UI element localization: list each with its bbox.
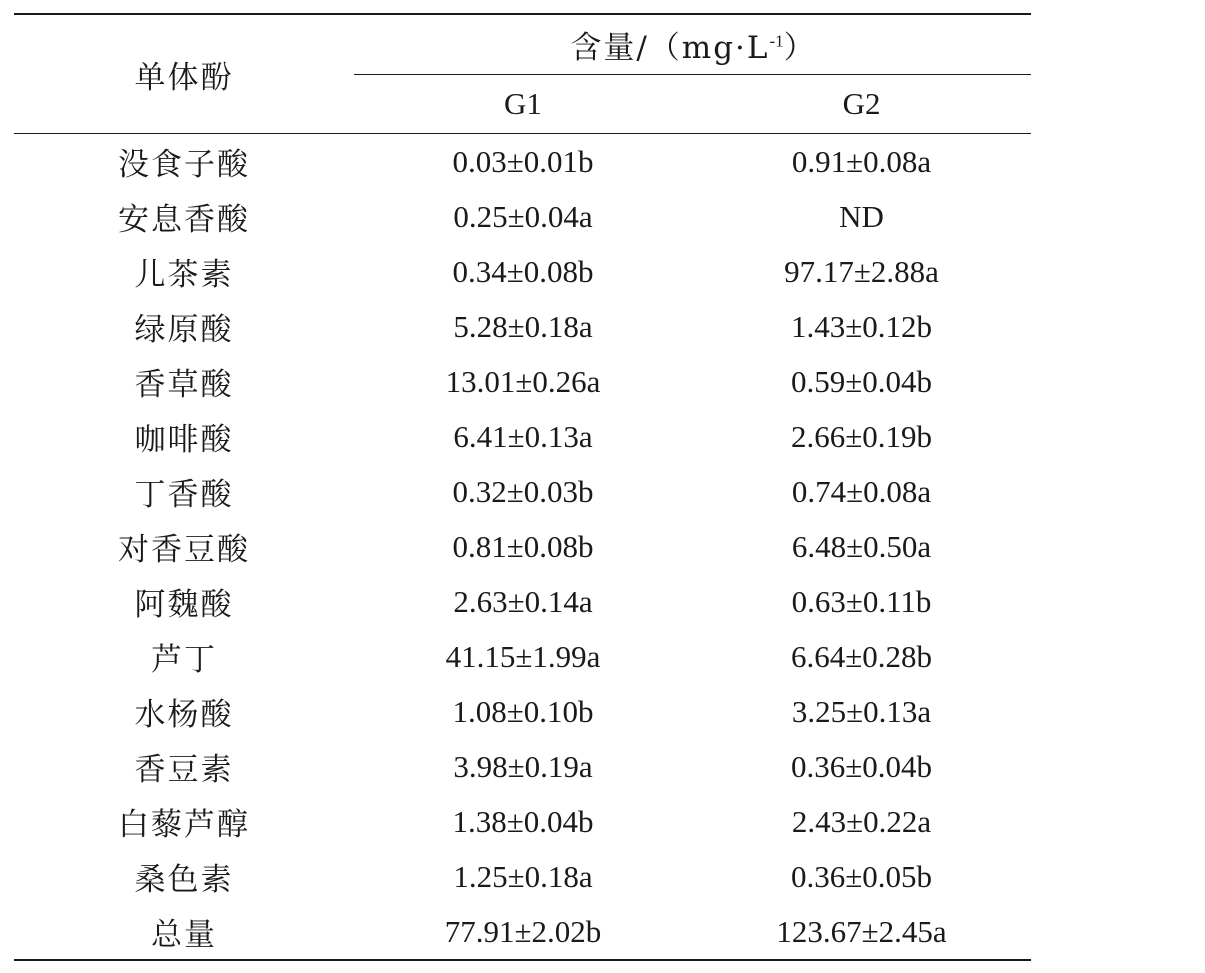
column-header-g1: G1 (504, 86, 542, 121)
g2-value: 0.63±0.11b (791, 583, 932, 619)
table-row (14, 189, 1031, 244)
g2-value: 6.48±0.50a (791, 528, 932, 564)
g2-value: ND (839, 198, 884, 234)
table-row (14, 134, 1031, 190)
g1-value: 5.28±0.18a (453, 308, 593, 344)
phenol-name: 白藜芦醇 (118, 807, 250, 843)
phenol-content-table-container (14, 13, 1031, 961)
table-row (14, 244, 1031, 299)
g1-value: 41.15±1.99a (445, 638, 601, 674)
row-label-header: 单体酚 (134, 59, 234, 96)
g1-value: 1.08±0.10b (452, 693, 594, 729)
phenol-name: 咖啡酸 (134, 422, 234, 458)
g1-value: 0.81±0.08b (452, 528, 594, 564)
g1-value: 1.25±0.18a (453, 858, 593, 894)
table-row (14, 739, 1031, 794)
g2-value: 0.91±0.08a (791, 143, 932, 179)
content-group-close-paren: ） (783, 30, 815, 65)
phenol-name: 桑色素 (134, 862, 234, 898)
header-row-1 (14, 14, 1031, 75)
table-row (14, 684, 1031, 739)
g2-value: 97.17±2.88a (784, 253, 939, 289)
phenol-name: 儿茶素 (134, 257, 234, 293)
g2-value: 2.66±0.19b (791, 418, 933, 454)
phenol-name: 水杨酸 (134, 697, 234, 733)
table-row (14, 849, 1031, 904)
phenol-name: 芦丁 (151, 642, 217, 678)
table-row (14, 464, 1031, 519)
g2-total-value: 123.67±2.45a (776, 913, 947, 949)
content-group-unit-exponent: -1 (769, 31, 784, 51)
content-group-label: 含量/（mg·L (570, 30, 770, 66)
g2-value: 0.59±0.04b (791, 363, 933, 399)
g1-value: 6.41±0.13a (453, 418, 593, 454)
g1-value: 1.38±0.04b (452, 803, 594, 839)
g2-value: 0.36±0.05b (791, 858, 933, 894)
g2-value: 1.43±0.12b (791, 308, 933, 344)
g2-value: 0.36±0.04b (791, 748, 933, 784)
g1-value: 2.63±0.14a (453, 583, 593, 619)
g1-value: 3.98±0.19a (453, 748, 593, 784)
table-row (14, 574, 1031, 629)
table-row (14, 409, 1031, 464)
g2-value: 3.25±0.13a (791, 693, 932, 729)
total-label: 总量 (151, 917, 217, 953)
g1-value: 0.32±0.03b (452, 473, 594, 509)
g2-value: 6.64±0.28b (791, 638, 933, 674)
phenol-name: 丁香酸 (134, 477, 234, 513)
table-body (14, 134, 1031, 961)
phenol-name: 没食子酸 (118, 147, 250, 183)
table-header (14, 14, 1031, 134)
g1-value: 0.25±0.04a (453, 198, 593, 234)
g1-value: 0.34±0.08b (452, 253, 594, 289)
table-row (14, 794, 1031, 849)
g1-value: 0.03±0.01b (452, 143, 594, 179)
table-row (14, 299, 1031, 354)
phenol-name: 香豆素 (134, 752, 234, 788)
phenol-name: 安息香酸 (118, 202, 250, 238)
phenol-content-table (14, 13, 1031, 961)
table-row (14, 519, 1031, 574)
phenol-name: 绿原酸 (134, 312, 234, 348)
table-row (14, 629, 1031, 684)
phenol-name: 香草酸 (134, 367, 234, 403)
g1-total-value: 77.91±2.02b (444, 913, 602, 949)
table-row (14, 354, 1031, 409)
g1-value: 13.01±0.26a (445, 363, 601, 399)
phenol-name: 对香豆酸 (118, 532, 250, 568)
total-row (14, 904, 1031, 960)
phenol-name: 阿魏酸 (134, 587, 234, 623)
g2-value: 2.43±0.22a (791, 803, 932, 839)
content-group-header (354, 14, 1031, 75)
g2-value: 0.74±0.08a (791, 473, 932, 509)
column-header-g2: G2 (842, 86, 881, 121)
